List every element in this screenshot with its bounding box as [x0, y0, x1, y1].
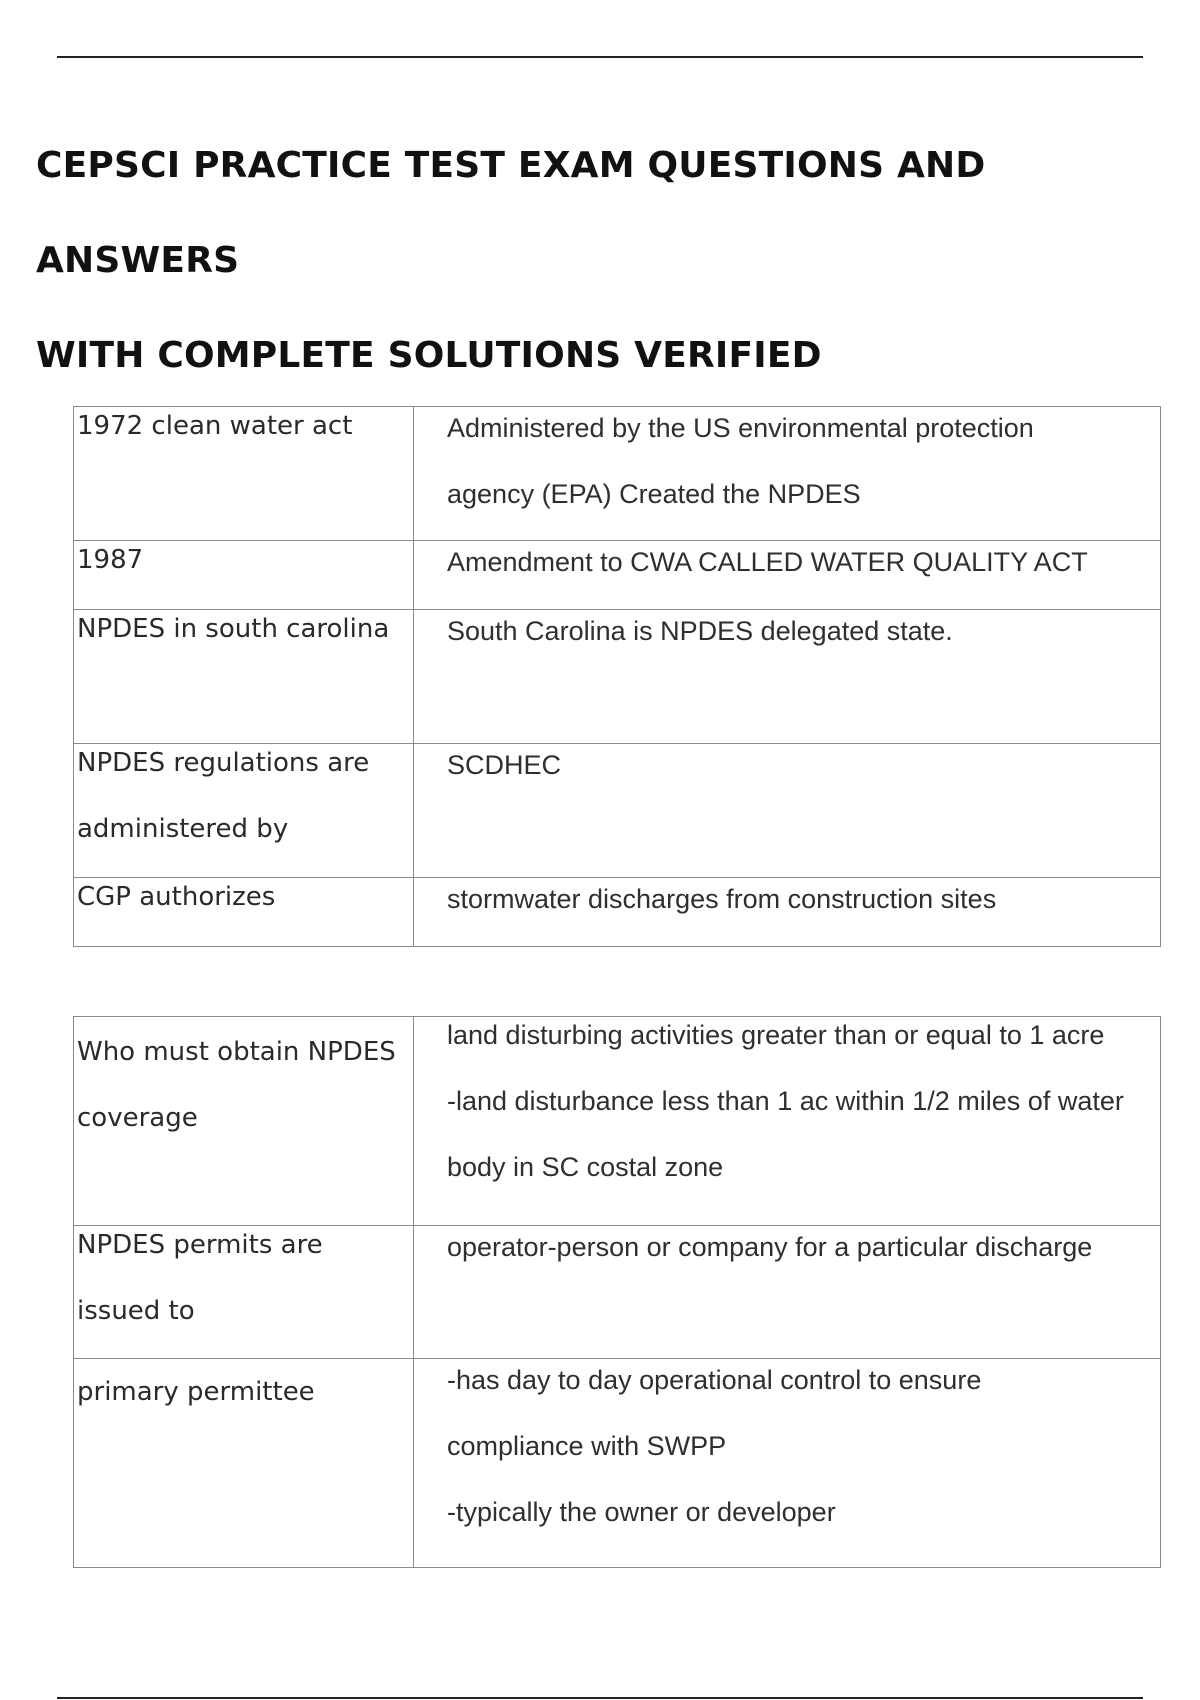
- definition-line: -land disturbance less than 1 ac within 1/2 miles of water: [447, 1086, 1124, 1116]
- definition-line: compliance with SWPP: [447, 1431, 727, 1461]
- document-title: [36, 118, 1200, 403]
- title-line-2: WITH COMPLETE SOLUTIONS VERIFIED: [36, 335, 822, 376]
- definition-line: agency (EPA) Created the NPDES: [447, 479, 861, 509]
- definition-line: stormwater discharges from construction sites: [447, 884, 997, 914]
- definition-cell: [414, 744, 1161, 878]
- definition-line: Amendment to CWA CALLED WATER QUALITY ACT: [447, 547, 1088, 577]
- table-row: [74, 878, 1161, 947]
- definition-cell: [414, 1226, 1161, 1359]
- definition-line: SCDHEC: [447, 750, 562, 780]
- definition-line: land disturbing activities greater than or equal to 1 acre: [447, 1020, 1105, 1050]
- term-text: 1987: [77, 545, 144, 575]
- definition-cell: [414, 610, 1161, 744]
- table-row: [74, 744, 1161, 878]
- title-line-1: CEPSCI PRACTICE TEST EXAM QUESTIONS AND ANSWERS: [36, 145, 986, 281]
- term-text: primary permittee: [77, 1377, 315, 1407]
- term-text: 1972 clean water act: [77, 411, 353, 441]
- term-cell: [74, 610, 414, 744]
- bottom-rule: [57, 1697, 1143, 1699]
- definition-cell: [414, 1017, 1161, 1226]
- qa-table-2: [73, 1016, 1161, 1568]
- definition-cell: [414, 407, 1161, 541]
- definition-cell: [414, 878, 1161, 947]
- term-cell: [74, 878, 414, 947]
- definition-line: body in SC costal zone: [447, 1152, 724, 1182]
- table-row: [74, 407, 1161, 541]
- table-row: [74, 1017, 1161, 1226]
- definition-cell: [414, 1359, 1161, 1568]
- term-text: Who must obtain NPDES coverage: [77, 1037, 396, 1133]
- term-cell: [74, 407, 414, 541]
- term-text: CGP authorizes: [77, 882, 276, 912]
- top-rule: [57, 56, 1143, 58]
- term-cell: [74, 1226, 414, 1359]
- table-row: [74, 610, 1161, 744]
- definition-line: -has day to day operational control to ensure: [447, 1365, 982, 1395]
- term-text: NPDES in south carolina: [77, 614, 390, 644]
- table-row: [74, 1359, 1161, 1568]
- term-cell: [74, 1017, 414, 1226]
- term-cell: [74, 744, 414, 878]
- term-text: NPDES regulations are administered by: [77, 748, 370, 844]
- definition-line: Administered by the US environmental protection: [447, 413, 1034, 443]
- definition-line: -typically the owner or developer: [447, 1497, 836, 1527]
- term-text: NPDES permits are issued to: [77, 1230, 323, 1326]
- term-cell: [74, 1359, 414, 1568]
- qa-table-1: [73, 406, 1161, 947]
- definition-line: operator-person or company for a particular discharge: [447, 1232, 1093, 1262]
- table-row: [74, 1226, 1161, 1359]
- definition-line: South Carolina is NPDES delegated state.: [447, 616, 953, 646]
